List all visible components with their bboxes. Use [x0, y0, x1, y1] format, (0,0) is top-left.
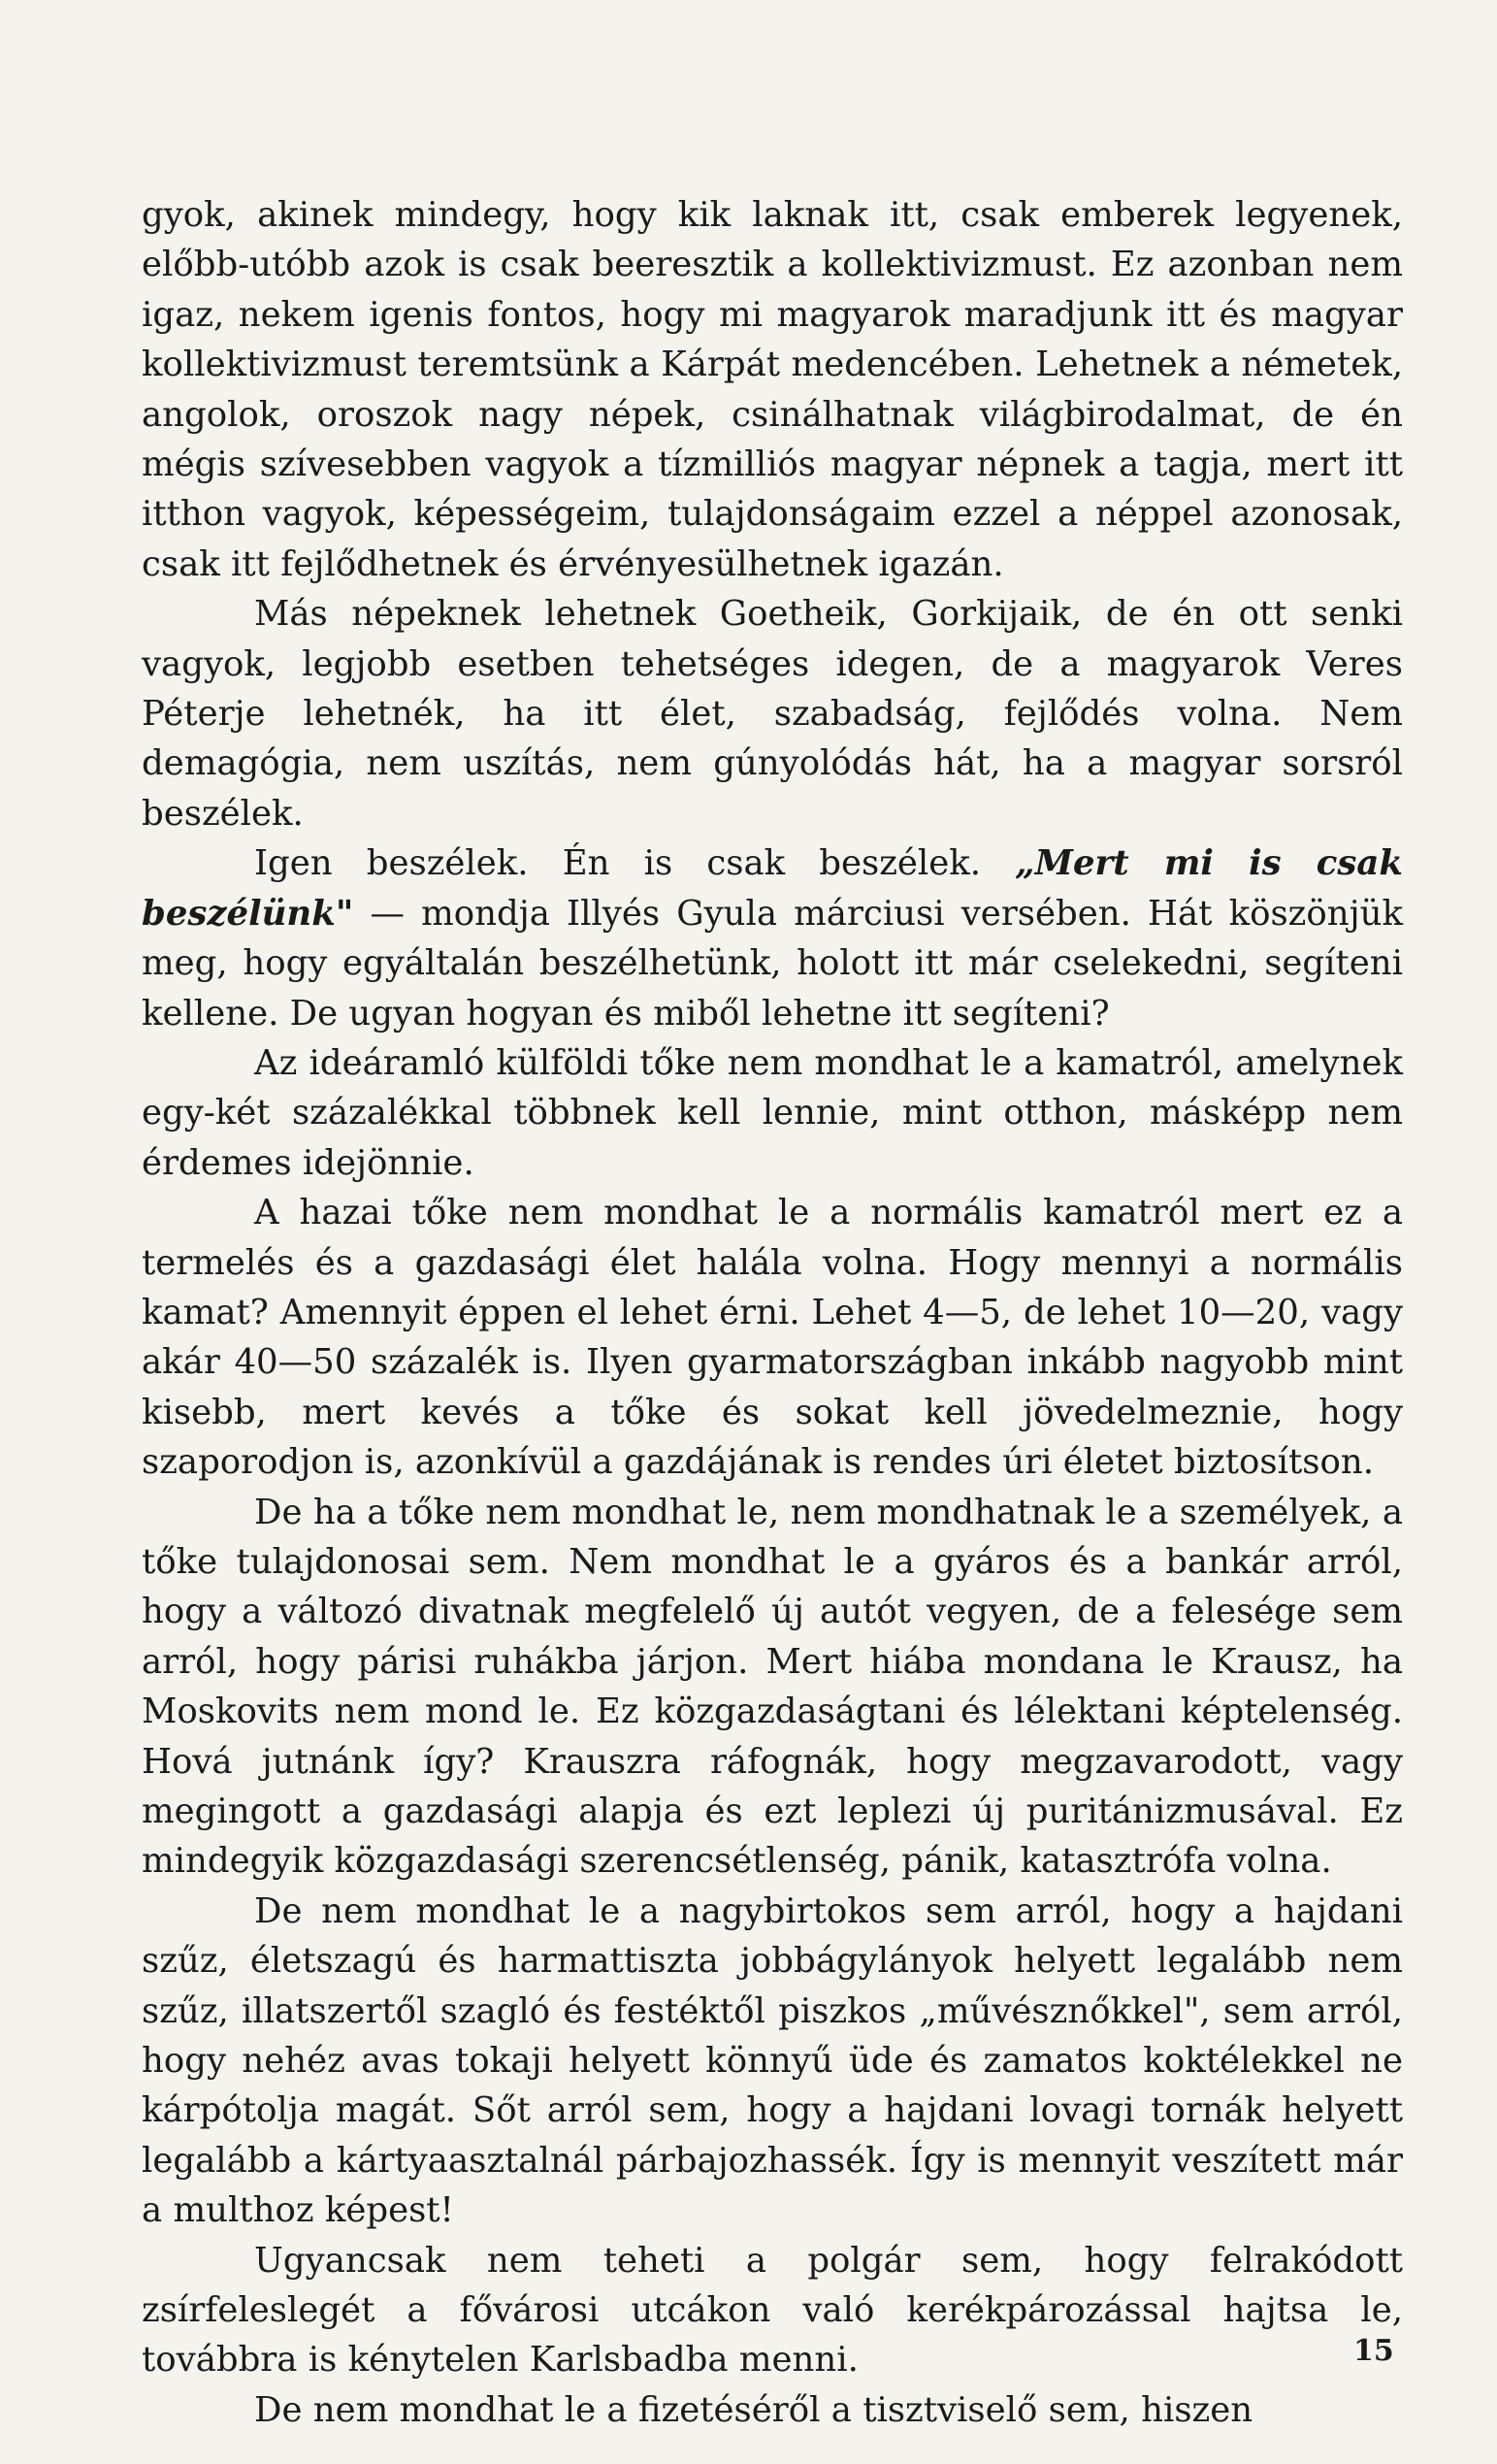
poem-quote: „Mert mi is csak beszélünk" [142, 843, 1403, 934]
page-number: 15 [1353, 2334, 1394, 2368]
paragraph-3-lead: Igen beszélek. Én is csak beszélek. [254, 843, 1016, 884]
paragraph-7: De nem mondhat le a nagybirtokos sem arról, hogy a hajdani szűz, életszagú és harmattiszta jobbágylányok helyett legalább nem szűz, illatszertől szagló és festéktől piszkos „művésznőkkel", sem arról, hogy nehéz avas tokaji helyett könnyű üde és zamatos koktélekkel ne kárpótolja magát. Sőt arról sem, hogy a hajdani lovagi tornák helyett legalább a kártyaasztalnál párbajozhassék. Így is mennyit veszített már a multhoz képest! [142, 1890, 1403, 2231]
paragraph-3-rest: — mondja Illyés Gyula márciusi versében. Hát köszönjük meg, hogy egyáltalán beszélhetünk, holott itt már cselekedni, segíteni kellene. De ugyan hogyan és miből lehetne itt segíteni? [142, 893, 1403, 1034]
paragraph-8: Ugyancsak nem teheti a polgár sem, hogy felrakódott zsírfeleslegét a fővárosi utcákon való kerékpározással hajtsa le, továbbra is kénytelen Karlsbadba menni. [142, 2240, 1403, 2381]
paragraph-9: De nem mondhat le a fizetéséről a tisztviselő sem, hiszen [254, 2389, 1253, 2430]
paragraph-5: A hazai tőke nem mondhat le a normális kamatról mert ez a termelés és a gazdasági élet halála volna. Hogy mennyi a normális kamat? Amennyit éppen el lehet érni. Lehet 4—5, de lehet 10—20, vagy akár 40—50 százalék is. Ilyen gyarmatországban inkább nagyobb mint kisebb, mert kevés a tőke és sokat kell jövedelmeznie, hogy szaporodjon is, azonkívül a gazdájának is rendes úri életet biztosítson. [142, 1193, 1403, 1483]
paragraph-2: Más népeknek lehetnek Goetheik, Gorkijaik, de én ott senki vagyok, legjobb esetben tehetséges idegen, de a magyarok Veres Péterje lehetnék, ha itt élet, szabadság, fejlődés volna. Nem demagógia, nem uszítás, nem gúnyolódás hát, ha a magyar sorsról beszélek. [142, 594, 1403, 834]
paragraph-3 [142, 838, 1403, 1038]
paragraph-4: Az ideáramló külföldi tőke nem mondhat le a kamatról, amelynek egy-két százalékkal többnek kell lennie, mint otthon, másképp nem érdemes idejönnie. [142, 1042, 1403, 1183]
body-text [142, 190, 1403, 2435]
paragraph-6: De ha a tőke nem mondhat le, nem mondhatnak le a személyek, a tőke tulajdonosai sem. Nem mondhat le a gyáros és a bankár arról, hogy a változó divatnak megfelelő új autót vegyen, de a felesége sem arról, hogy párisi ruhákba járjon. Mert hiába mondana le Krausz, ha Moskovits nem mond le. Ez közgazdaságtani és lélektani képtelenség. Hová jutnánk így? Krauszra ráfognák, hogy megzavarodott, vagy megingott a gazdasági alapja és ezt leplezi új puritánizmusával. Ez mindegyik közgazdasági szerencsétlenség, pánik, katasztrófa volna. [142, 1492, 1403, 1882]
paragraph-1: gyok, akinek mindegy, hogy kik laknak itt, csak emberek legyenek, előbb-utóbb azok is csak beeresztik a kollektivizmust. Ez azonban nem igaz, nekem igenis fontos, hogy mi magyarok maradjunk itt és magyar kollektivizmust teremtsünk a Kárpát medencében. Lehetnek a németek, angolok, oroszok nagy népek, csinálhatnak világbirodalmat, de én mégis szívesebben vagyok a tízmilliós magyar népnek a tagja, mert itt itthon vagyok, képességeim, tulajdonságaim ezzel a néppel azonosak, csak itt fejlődhetnek és érvényesülhetnek igazán. [142, 195, 1403, 584]
